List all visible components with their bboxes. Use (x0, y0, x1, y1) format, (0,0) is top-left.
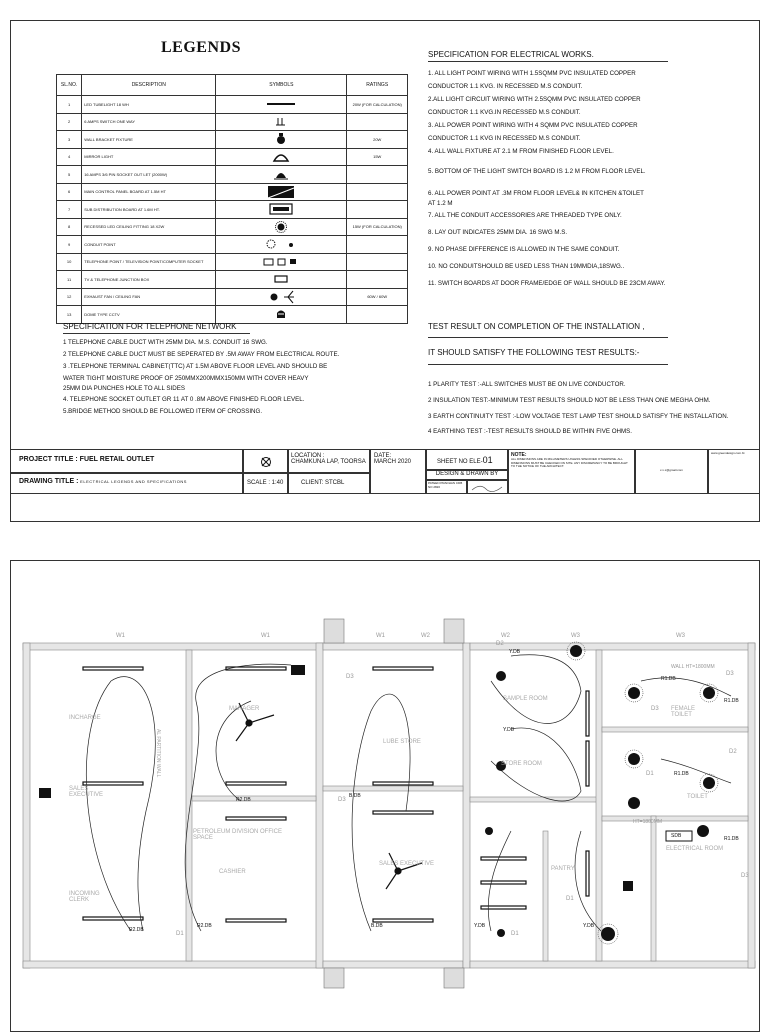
door-tag: D3 (338, 797, 346, 803)
electrical-spec-line: 4. ALL WALL FIXTURE AT 2.1 M FROM FINISHED FLOOR LEVEL. (428, 148, 614, 155)
scale: SCALE : 1:40 (243, 473, 288, 494)
floor-plan-drawing (11, 561, 759, 1031)
location-value: CHAMKUNA LAP, TOORSA (291, 459, 366, 465)
legend-rating (347, 306, 408, 324)
electrical-spec-line: 8. LAY OUT INDICATES 25MM DIA. 16 SWG M.S. (428, 229, 568, 236)
legend-row (57, 201, 408, 219)
legend-rating (347, 113, 408, 131)
db-tag: Y.DB (503, 727, 515, 733)
room-label: INCOMING CLERK (69, 891, 100, 903)
electrical-spec-line: 3. ALL POWER POINT WIRING WITH 4 SQMM PVC INSULATED COPPER (428, 122, 638, 129)
legend-sl: 2 (57, 113, 82, 131)
legend-sl: 1 (57, 96, 82, 114)
legend-desc: MAIN CONTROL PANEL BOARD AT 1.5M HT (82, 183, 216, 201)
telephone-symbol-icon (216, 253, 347, 271)
legend-desc: MIRROR LIGHT (82, 148, 216, 166)
room-label: PETROLEUM DIVISION OFFICE SPACE (193, 829, 283, 841)
legend-rating (347, 236, 408, 254)
location-label: LOCATION : (291, 453, 325, 459)
test-result-line: 2 INSULATION TEST:-MINIMUM TEST RESULTS SHOULD NOT BE LESS THAN ONE MEGHA OHM. (428, 397, 711, 404)
legend-header-row (57, 75, 408, 96)
designer-name: PATEEN PRADHAN CDB NO 2820 (426, 480, 467, 494)
legend-sl: 6 (57, 183, 82, 201)
north-symbol-cell (243, 449, 288, 473)
stamp-box: x.x.x@gmail.com (635, 449, 708, 494)
door-tag: D1 (646, 771, 654, 777)
room-label: LUBE STORE (383, 739, 421, 745)
legend-row (57, 96, 408, 114)
firm-info: www.greendesign.com.bt (708, 449, 759, 494)
electrical-spec-line: 1. ALL LIGHT POINT WIRING WITH 1.5SQMM PVC INSULATED COPPER (428, 70, 636, 77)
db-tag: Y.DB (474, 923, 486, 929)
legend-header-symbols: SYMBOLS (216, 75, 347, 96)
telephone-spec-line: WATER TIGHT MOISTURE PROOF OF 250MMX200MMX150MM WITH COVER HEAVY (63, 375, 309, 382)
design-drawn-by: DESIGN & DRAWN BY (426, 470, 508, 480)
title-block (11, 449, 759, 521)
legend-desc: 6 AMPS SWITCH ONE WAY (82, 113, 216, 131)
door-tag: D1 (511, 931, 519, 937)
db-tag: Y.DB (583, 923, 595, 929)
partition-wall-note: AL PARTITION WALL (155, 729, 161, 778)
client: CLIENT: STCBL (288, 473, 370, 494)
db-tag: R2.DB (236, 797, 251, 803)
door-tag: D2 (496, 641, 504, 647)
test-result-list (428, 381, 728, 442)
legend-sl: 12 (57, 288, 82, 306)
telephone-spec-line: 25MM DIA PUNCHES HOLE TO ALL SIDES (63, 385, 185, 392)
test-result-line: 4 EARTHING TEST :-TEST RESULTS SHOULD BE WITHIN FIVE OHMS. (428, 428, 632, 435)
legend-row (57, 183, 408, 201)
wall-tag: W1 (376, 633, 385, 639)
door-tag: D3 (651, 706, 659, 712)
legend-sl: 8 (57, 218, 82, 236)
wall-tag: W2 (501, 633, 510, 639)
wall-tag: W2 (421, 633, 430, 639)
date (370, 449, 426, 494)
legend-rating (347, 271, 408, 289)
room-label: SAMPLE ROOM (503, 696, 548, 702)
db-tag: B.DB (349, 793, 361, 799)
sheet-label: SHEET NO ELE- (437, 459, 483, 465)
wall-tag: W1 (116, 633, 125, 639)
room-label: STORE ROOM (501, 761, 542, 767)
project-title: PROJECT TITLE : FUEL RETAIL OUTLET (11, 449, 243, 473)
tubelight-symbol-icon (216, 96, 347, 114)
junction-box-symbol-icon (216, 271, 347, 289)
legend-desc: EXHAUST FAN / CEILING FAN (82, 288, 216, 306)
db-tag: R1.DB (661, 676, 676, 682)
legend-desc: CONDUIT POINT (82, 236, 216, 254)
legend-desc: TELEPHONE POINT / TELEVISION POINT/COMPUTER SOCKET (82, 253, 216, 271)
legend-header-slno: SL.NO. (57, 75, 82, 96)
legend-row (57, 306, 408, 324)
room-label: INCHARGE (69, 715, 101, 721)
db-tag: R1.DB (724, 698, 739, 704)
electrical-spec-line: 9. NO PHASE DIFFERENCE IS ALLOWED IN THE SAME CONDUIT. (428, 246, 620, 253)
note-box (508, 449, 635, 494)
legend-rating (347, 183, 408, 201)
legend-sl: 10 (57, 253, 82, 271)
db-tag: R2.DB (129, 927, 144, 933)
room-label: SALES EXECUTIVE (69, 786, 104, 798)
room-label: MANAGER (229, 706, 260, 712)
wall-tag: W3 (676, 633, 685, 639)
legend-rating: 20W (FOR CALCULATION) (347, 96, 408, 114)
conduit-symbol-icon (216, 236, 347, 254)
date-value: MARCH 2020 (374, 459, 412, 465)
legends-title: LEGENDS (161, 39, 241, 56)
legend-rating: 15W (347, 148, 408, 166)
test-result-title: TEST RESULT ON COMPLETION OF THE INSTALLATION , (428, 322, 668, 338)
room-label: TOILET (687, 794, 708, 800)
date-label: DATE: (374, 453, 392, 459)
db-tag: Y.DB (509, 649, 521, 655)
electrical-spec-line: 11. SWITCH BOARDS AT DOOR FRAME/EDGE OF WALL SHOULD BE 23CM AWAY. (428, 280, 666, 287)
wall-height-note: WALL HT=1800MM (671, 664, 715, 670)
electrical-spec-line: 6. ALL POWER POINT AT .3M FROM FLOOR LEVEL& IN KITCHEN &TOILET (428, 190, 644, 197)
legend-sl: 3 (57, 131, 82, 149)
legend-desc: TV & TELEPHONE JUNCTION BOX (82, 271, 216, 289)
legend-rating (347, 201, 408, 219)
db-tag: R1.DB (724, 836, 739, 842)
legend-desc: DOME TYPE CCTV (82, 306, 216, 324)
fan-symbol-icon (216, 288, 347, 306)
legend-sl: 4 (57, 148, 82, 166)
legend-desc: WALL BRACKET FIXTURE (82, 131, 216, 149)
electrical-spec-list (428, 70, 665, 293)
legend-rating: 60W / 60W (347, 288, 408, 306)
legend-desc: LED TUBELIGHT 18 WH (82, 96, 216, 114)
room-label: CASHIER (219, 869, 246, 875)
mirror-light-symbol-icon (216, 148, 347, 166)
location (288, 449, 370, 473)
sheet-number (426, 449, 508, 470)
ceiling-fitting-symbol-icon (216, 218, 347, 236)
door-tag: D2 (729, 749, 737, 755)
electrical-spec-line: 10. NO CONDUITSHOULD BE USED LESS THAN 19MMDIA,18SWG.. (428, 263, 625, 270)
electrical-spec-line: AT 1.2 M (428, 200, 453, 207)
door-tag: D1 (176, 931, 184, 937)
telephone-spec-title: SPECIFICATION FOR TELEPHONE NETWORK (63, 322, 250, 334)
legend-header-description: DESCRIPTION (82, 75, 216, 96)
signature-icon (468, 481, 508, 494)
legend-desc: RECESSED LED CEILING FITTING 18 X2W (82, 218, 216, 236)
legend-sl: 9 (57, 236, 82, 254)
electrical-spec-line: 2.ALL LIGHT CIRCUIT WIRING WITH 2.5SQMM PVC INSULATED COPPER (428, 96, 641, 103)
legend-sl: 11 (57, 271, 82, 289)
telephone-spec-line: 2 TELEPHONE CABLE DUCT MUST BE SEPERATED BY .5M AWAY FROM ELECTRICAL ROUTE. (63, 351, 340, 358)
door-tag: D3 (726, 671, 734, 677)
legend-sl: 13 (57, 306, 82, 324)
panel-board-symbol-icon (216, 183, 347, 201)
legend-row (57, 166, 408, 184)
electrical-spec-line: CONDUCTOR 1.1 KVG.IN RECESSED M.S CONDUIT. (428, 109, 581, 116)
drawing-title-label: DRAWING TITLE : (19, 478, 79, 485)
legend-row (57, 253, 408, 271)
sdb-symbol-icon (216, 201, 347, 219)
switch-symbol-icon (216, 113, 347, 131)
note-title: NOTE: (511, 452, 527, 458)
legend-row (57, 148, 408, 166)
legend-rating (347, 253, 408, 271)
electrical-spec-line: 5. BOTTOM OF THE LIGHT SWITCH BOARD IS 1.2 M FROM FLOOR LEVEL. (428, 168, 646, 175)
drawing-title-value: ELECTRICAL LEGENDS AND SPECIFICATIONS (80, 479, 187, 484)
designer-signature (467, 480, 508, 494)
room-label: FEMALE TOILET (671, 706, 696, 718)
sdb-label: SDB (671, 833, 682, 839)
test-result-subtitle: IT SHOULD SATISFY THE FOLLOWING TEST RESULTS:- (428, 348, 668, 365)
sheet-number-value: 01 (482, 455, 493, 465)
legend-table (56, 74, 408, 324)
legends-sheet (10, 20, 760, 522)
telephone-spec-list (63, 339, 339, 420)
test-result-line: 1 PLARITY TEST :-ALL SWITCHES MUST BE ON LIVE CONDUCTOR. (428, 381, 626, 388)
legend-row (57, 218, 408, 236)
door-tag: D3 (741, 873, 749, 879)
room-label: PANTRY (551, 866, 575, 872)
room-label: SALES EXECUTIVE (379, 861, 435, 867)
legend-row (57, 288, 408, 306)
legend-sl: 5 (57, 166, 82, 184)
legend-sl: 7 (57, 201, 82, 219)
legend-row (57, 113, 408, 131)
db-tag: R2.DB (197, 923, 212, 929)
db-tag: R1.DB (674, 771, 689, 777)
db-tag: B.DB (371, 923, 383, 929)
electrical-spec-title: SPECIFICATION FOR ELECTRICAL WORKS. (428, 50, 668, 62)
wall-bracket-symbol-icon (216, 131, 347, 149)
north-arrow-icon (244, 450, 288, 472)
legend-rating: 20W (347, 131, 408, 149)
legend-desc: SUB DISTRIBUTION BOARD AT 1.6M HT. (82, 201, 216, 219)
legend-row (57, 236, 408, 254)
electrical-spec-line: CONDUCTOR 1.1 KVG. IN RECESSED M.S CONDUIT. (428, 83, 583, 90)
cctv-symbol-icon (216, 306, 347, 324)
socket-symbol-icon (216, 166, 347, 184)
test-result-line: 3 EARTH CONTINUITY TEST :-LOW VOLTAGE TEST LAMP TEST SHOULD SATISFY THE INSTALLATION. (428, 413, 729, 420)
room-label: ELECTRICAL ROOM (666, 846, 724, 852)
electrical-spec-line: CONDUCTOR 1.1 KVG IN RECESSED M.S CONDUIT. (428, 135, 581, 142)
door-tag: D1 (566, 896, 574, 902)
legend-row (57, 131, 408, 149)
legend-rating (347, 166, 408, 184)
drawing-title (11, 473, 243, 494)
floor-plan-sheet (10, 560, 760, 1032)
door-tag: D3 (346, 674, 354, 680)
legend-desc: 16 AMPS 3/6 PIN SOCKET OUT LET (2000W) (82, 166, 216, 184)
telephone-spec-line: 4. TELEPHONE SOCKET OUTLET GR 11 AT 0 .8M ABOVE FINISHED FLOOR LEVEL. (63, 396, 305, 403)
telephone-spec-line: 1 TELEPHONE CABLE DUCT WITH 25MM DIA. M.S. CONDUIT 16 SWG. (63, 339, 268, 346)
wall-tag: W3 (571, 633, 580, 639)
note-text: ALL DIMENSIONS ARE IN MILLIMETERS UNLESS SPECIFIED OTHERWISE. ALL DIMENSIONS MUST BE CHECKED ON SITE. ANY DISCREPANCY TO BE BROUGHT TO THE NOTICE OF THE ARCHITECT. (511, 457, 628, 468)
wall-height-note: HT=1800MM (633, 819, 663, 825)
wall-tag: W1 (261, 633, 270, 639)
legend-row (57, 271, 408, 289)
legend-header-ratings: RATINGS (347, 75, 408, 96)
electrical-spec-line: 7. ALL THE CONDUIT ACCESSORIES ARE THREADED TYPE ONLY. (428, 212, 622, 219)
telephone-spec-line: 5.BRIDGE METHOD SHOULD BE FOLLOWED ITERM OF CROSSING. (63, 408, 263, 415)
legend-rating: 15W (FOR CALCULATION) (347, 218, 408, 236)
telephone-spec-line: 3 .TELEPHONE TERMINAL CABINET(TTC) AT 1.5M ABOVE FLOOR LEVEL AND SHOULD BE (63, 363, 328, 370)
